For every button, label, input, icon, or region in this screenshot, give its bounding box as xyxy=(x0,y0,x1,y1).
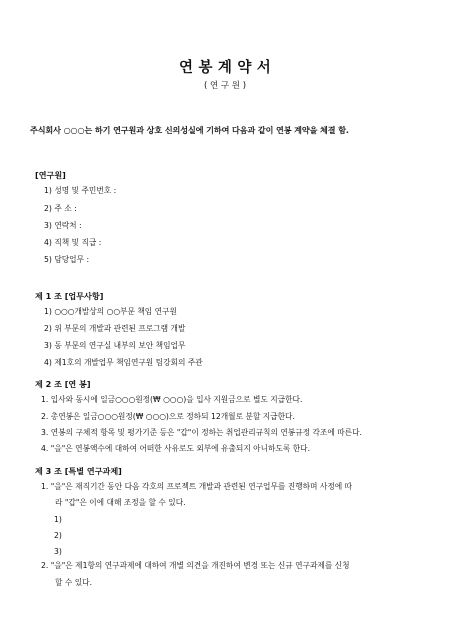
article2-item: 2. 총연봉은 일금○○○원정(₩ ○○○)으로 정하되 12개월로 분할 지급한다. xyxy=(41,412,295,421)
document-title: 연 봉 계 약 서 xyxy=(178,59,272,76)
article3-item1-line1: 1. "을"은 재직기간 동안 다음 각호의 프로젝트 개발과 관련된 연구업무를 진행하며 사정에 따 xyxy=(41,482,353,491)
article1-item: 2) 위 부문의 개발과 관련된 프로그램 개발 xyxy=(44,324,186,333)
researcher-contact-field: 3) 연락처 : xyxy=(44,221,82,230)
researcher-heading: [연구원] xyxy=(35,170,66,180)
researcher-duty-field: 5) 담당업무 : xyxy=(44,255,90,264)
article3-subitem: 1) xyxy=(54,515,62,524)
article1-item: 3) 동 부문의 연구실 내부의 보안 책임업무 xyxy=(44,341,186,350)
article2-item: 4. "을"은 연봉액수에 대하여 어떠한 사유로도 외부에 유출되지 아니하도록 한다. xyxy=(41,444,311,453)
article2-item: 3. 연봉의 구체적 항목 및 평가기준 등은 "갑"이 정하는 취업관리규칙의 연봉규정 각조에 따른다. xyxy=(41,428,362,437)
article1-heading: 제 1 조 [업무사항] xyxy=(35,291,104,301)
researcher-position-field: 4) 직책 및 직급 : xyxy=(44,238,102,247)
document-subtitle: ( 연 구 원 ) xyxy=(203,81,247,91)
article3-item1-line2: 라 "갑"은 이에 대해 조정을 할 수 있다. xyxy=(55,498,186,507)
article3-item2-line2: 할 수 있다. xyxy=(55,578,93,587)
article3-subitem: 3) xyxy=(54,547,62,556)
researcher-address-field: 2) 주 소 : xyxy=(44,204,77,213)
article3-heading: 제 3 조 [특별 연구과제] xyxy=(35,466,122,476)
intro-paragraph: 주식회사 ○○○는 하기 연구원과 상호 신의성실에 기하여 다음과 같이 연봉 계약을 체결 함. xyxy=(30,125,349,135)
article2-heading: 제 2 조 [연 봉] xyxy=(35,379,91,389)
article2-item: 1. 입사와 동시에 일금○○○원정(₩ ○○○)을 입사 지원금으로 별도 지급한다. xyxy=(41,395,303,404)
article1-item: 1) ○○○개발상의 ○○부문 책임 연구원 xyxy=(44,307,177,316)
article3-subitem: 2) xyxy=(54,531,62,540)
article1-item: 4) 제1호의 개발업무 책임연구원 팀강회의 주관 xyxy=(44,358,203,367)
article3-item2-line1: 2. "을"은 제1항의 연구과제에 대하여 개별 의견을 개진하여 변경 또는 신규 연구과제를 신청 xyxy=(41,561,350,570)
researcher-name-field: 1) 성명 및 주민번호 : xyxy=(44,186,117,195)
